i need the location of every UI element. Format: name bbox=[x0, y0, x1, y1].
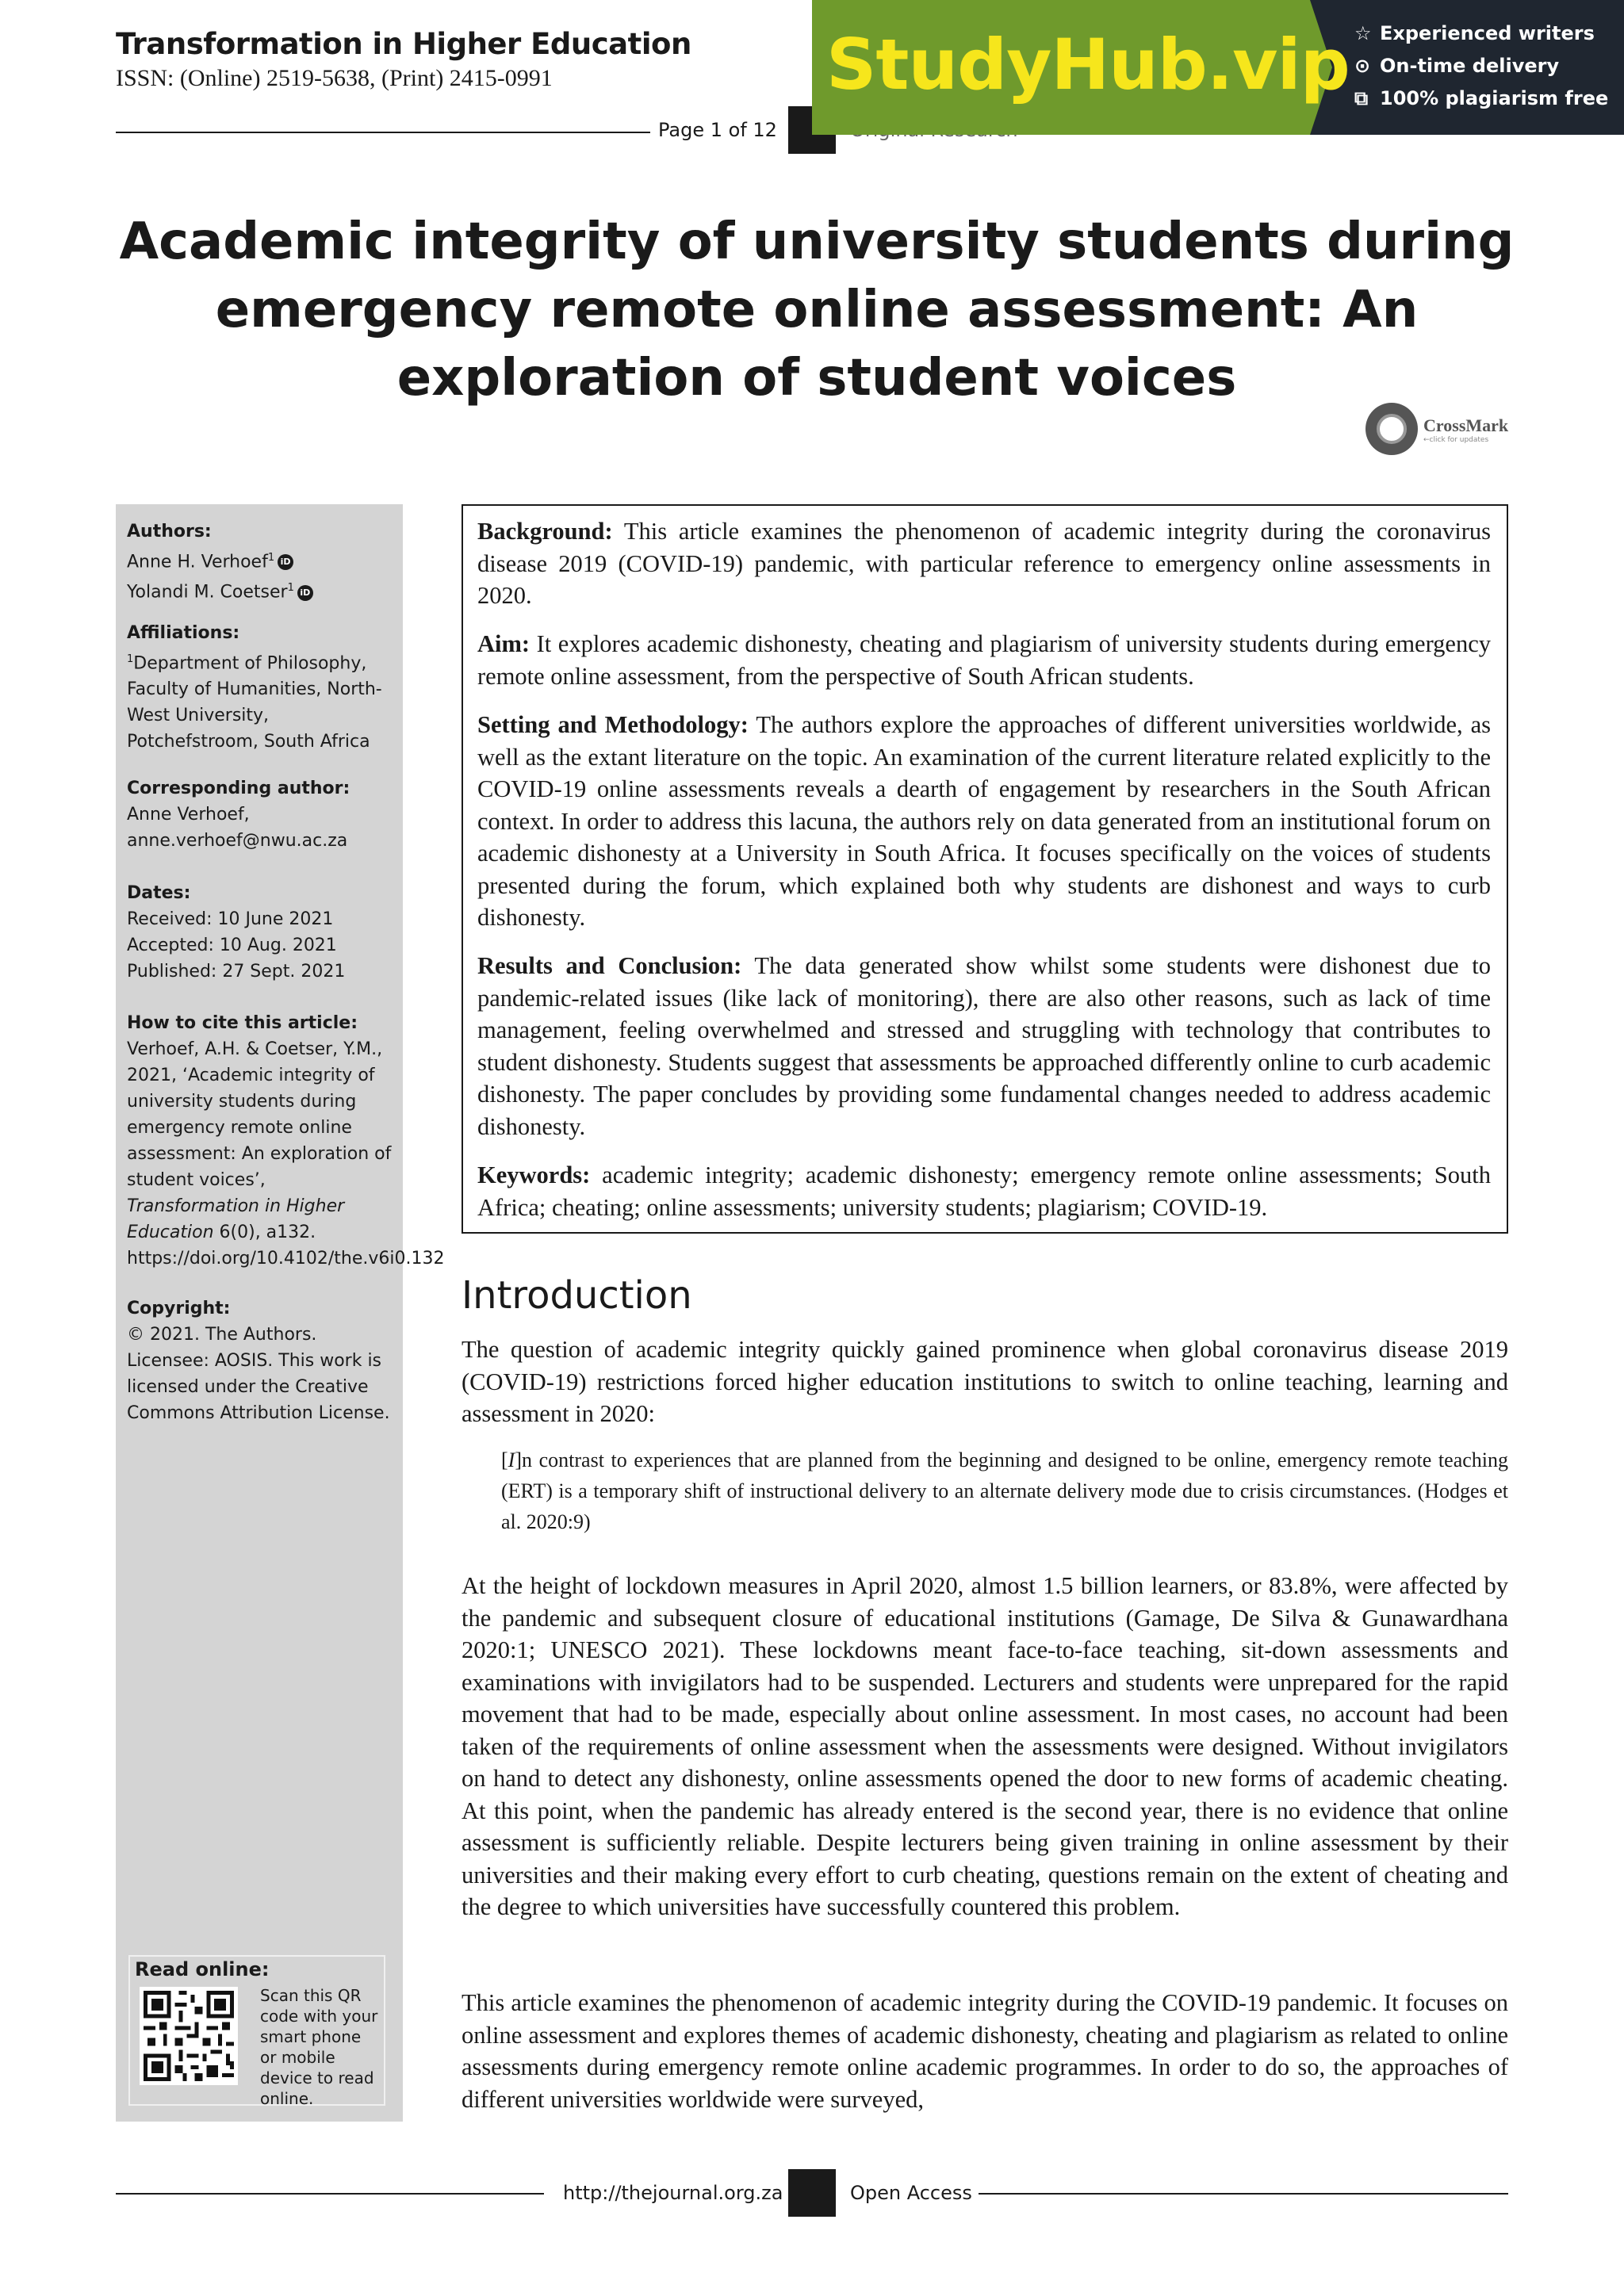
abstract-results: Results and Conclusion: The data generated show whilst some students were dishonest due to pandemic-related issues (like lack of monitoring), there are also other reasons, such as lack of time management, feeling overwhelmed and stressed and struggling with technology that contributes to student dishonesty. Students suggest that assessments be approached differently online to curb academic dishonesty. The paper concludes by providing some fundamental changes needed to address academic dishonesty. bbox=[477, 952, 1491, 1140]
ad-feature-label: Experienced writers bbox=[1380, 22, 1595, 44]
article-title: Academic integrity of university students during emergency remote online assessment: An exploration of student voices bbox=[119, 212, 1515, 408]
journal-title: Transformation in Higher Education bbox=[116, 27, 691, 61]
date-received: Received: 10 June 2021 bbox=[127, 909, 334, 929]
abstract-setting: Setting and Methodology: The authors explore the approaches of different universities worldwide, as well as the extant literature on the topic. An examination of the current literature related explicitly to the COVID-19 online assessments reveals a dearth of engagement by researchers in the South African context. In order to address this lacuna, the authors rely on data generated from an institutional forum on academic dishonesty at a University in South Africa. It focuses specifically on the voices of students presented during the forum, which explained both why students are dishonest and ways to curb dishonesty. bbox=[477, 711, 1491, 931]
date-published: Published: 27 Sept. 2021 bbox=[127, 962, 346, 982]
orcid-icon[interactable]: iD bbox=[297, 585, 313, 601]
ad-feature-label: On-time delivery bbox=[1380, 55, 1560, 77]
footer-square bbox=[788, 2169, 836, 2217]
copyright-heading: Copyright: bbox=[127, 1299, 231, 1318]
ad-feature-writers bbox=[1354, 22, 1595, 44]
clock-icon: ⊙ bbox=[1354, 55, 1371, 77]
issn: ISSN: (Online) 2519-5638, (Print) 2415-0991 bbox=[116, 65, 553, 91]
copyright-text: © 2021. The Authors. Licensee: AOSIS. This work is licensed under the Creative Commons Attribution License. bbox=[127, 1325, 390, 1423]
authors-block bbox=[127, 519, 396, 606]
abstract-background: Background: This article examines the phenomenon of academic integrity during the coronavirus disease 2019 (COVID-19) pandemic, with particular reference to emergency online assessments in 2020. bbox=[477, 518, 1491, 609]
page-number: Page 1 of 12 bbox=[658, 119, 777, 141]
header-rule-left bbox=[116, 132, 650, 133]
date-accepted: Accepted: 10 Aug. 2021 bbox=[127, 936, 337, 955]
affiliation-text: $^1$Department of Philosophy, Faculty of Humanities, North-West University, Potchefstroom, South Africa bbox=[127, 653, 382, 752]
qr-code[interactable] bbox=[140, 1987, 238, 2085]
corresponding-name: Anne Verhoef, bbox=[127, 805, 250, 825]
ad-feature-plagiarism bbox=[1354, 87, 1608, 109]
authors-heading: Authors: bbox=[127, 522, 212, 541]
footer-open-access: Open Access bbox=[850, 2182, 972, 2204]
abstract-aim: Aim: It explores academic dishonesty, cheating and plagiarism of university students during emergency remote online assessment, from the perspective of South African students. bbox=[477, 630, 1492, 690]
cite-block bbox=[127, 1010, 445, 1272]
affiliations-block bbox=[127, 620, 396, 755]
crossmark-label[interactable]: CrossMark bbox=[1423, 415, 1509, 435]
intro-paragraph-1: The question of academic integrity quickly gained prominence when global coronavirus disease 2019 (COVID-19) restrictions forced higher education institutions to switch to online teaching, learning and assessment in 2020: bbox=[462, 1336, 1508, 1427]
sidebar bbox=[116, 504, 445, 2122]
ad-feature-label: 100% plagiarism free bbox=[1380, 87, 1609, 109]
cite-text: Verhoef, A.H. & Coetser, Y.M., 2021, ‘Academic integrity of university students during emergency remote online assessment: An exploration of student voices’, Transformation in Higher Education 6(0), a132. https://doi.org/10.4102/the.v6i0.132 bbox=[127, 1039, 445, 1269]
star-icon: ☆ bbox=[1354, 22, 1372, 44]
footer-rule-left bbox=[116, 2193, 544, 2195]
block-quote: [I]n contrast to experiences that are planned from the beginning and designed to be online, emergency remote teaching (ERT) is a temporary shift of instructional delivery to an alternate delivery mode due to crisis circumstances. (Hodges et al. 2020:9) bbox=[501, 1448, 1508, 1533]
copy-icon: ⧉ bbox=[1354, 87, 1369, 109]
copyright-block bbox=[127, 1295, 396, 1426]
intro-paragraph-2: At the height of lockdown measures in April 2020, almost 1.5 billion learners, or 83.8%, were affected by the pandemic and subsequent closure of educational institutions (Gamage, De Silva & Gunawardhana 2020:1; UNESCO 2021). These lockdowns meant face-to-face teaching, sit-down assessments and examinations with invigilators had to be suspended. Lecturers and students were unprepared for the rapid movement that had to be made, especially about online assessment. In most cases, no account had been taken of the requirements of online assessment when the assessments were designed. Without invigilators on hand to detect any dishonesty, online assessments opened the door to new forms of academic cheating. At this point, when the pandemic has already entered is the second year, there is no evidence that online assessment is sufficiently reliable. Despite lecturers being given training in online assessment by their universities and their making every effort to curb cheating, questions remain on the extent of cheating and the degree to which universities have successfully countered this problem. bbox=[462, 1572, 1508, 1920]
crossmark-sub: ←click for updates bbox=[1423, 436, 1489, 444]
dates-block bbox=[127, 880, 396, 985]
author-2: Yolandi M. Coetser$^1$ iD bbox=[127, 575, 396, 605]
corresponding-email[interactable]: anne.verhoef@nwu.ac.za bbox=[127, 831, 348, 851]
intro-paragraph-3: This article examines the phenomenon of academic integrity during the COVID-19 pandemic. It focuses on online assessment and explores themes of academic dishonesty, cheating and plagiarism as related to online assessments during emergency remote online academic programmes. In order to do so, the approaches of different universities worldwide were surveyed, bbox=[462, 1989, 1508, 2113]
footer-url[interactable]: http://thejournal.org.za bbox=[563, 2182, 783, 2204]
corresponding-block bbox=[127, 775, 396, 854]
corresponding-heading: Corresponding author: bbox=[127, 779, 350, 798]
read-online-label: Read online: bbox=[135, 1958, 270, 1980]
ad-feature-delivery bbox=[1354, 55, 1559, 77]
footer-rule-right bbox=[979, 2193, 1508, 2195]
dates-heading: Dates: bbox=[127, 883, 191, 903]
ad-logo[interactable]: StudyHub.vip bbox=[826, 24, 1350, 105]
cite-heading: How to cite this article: bbox=[127, 1013, 358, 1033]
qr-text: Scan this QR code with your smart phone or mobile device to read online. bbox=[260, 1986, 378, 2108]
intro-heading: Introduction bbox=[462, 1273, 692, 1318]
affiliations-heading: Affiliations: bbox=[127, 623, 240, 643]
crossmark-icon-inner bbox=[1377, 414, 1407, 444]
orcid-icon[interactable]: iD bbox=[278, 554, 293, 570]
author-1: Anne H. Verhoef$^1$ iD bbox=[127, 545, 396, 575]
abstract-keywords: Keywords: academic integrity; academic dishonesty; emergency remote online assessments; South Africa; cheating; online assessments; university students; plagiarism; COVID-19. bbox=[477, 1161, 1491, 1221]
